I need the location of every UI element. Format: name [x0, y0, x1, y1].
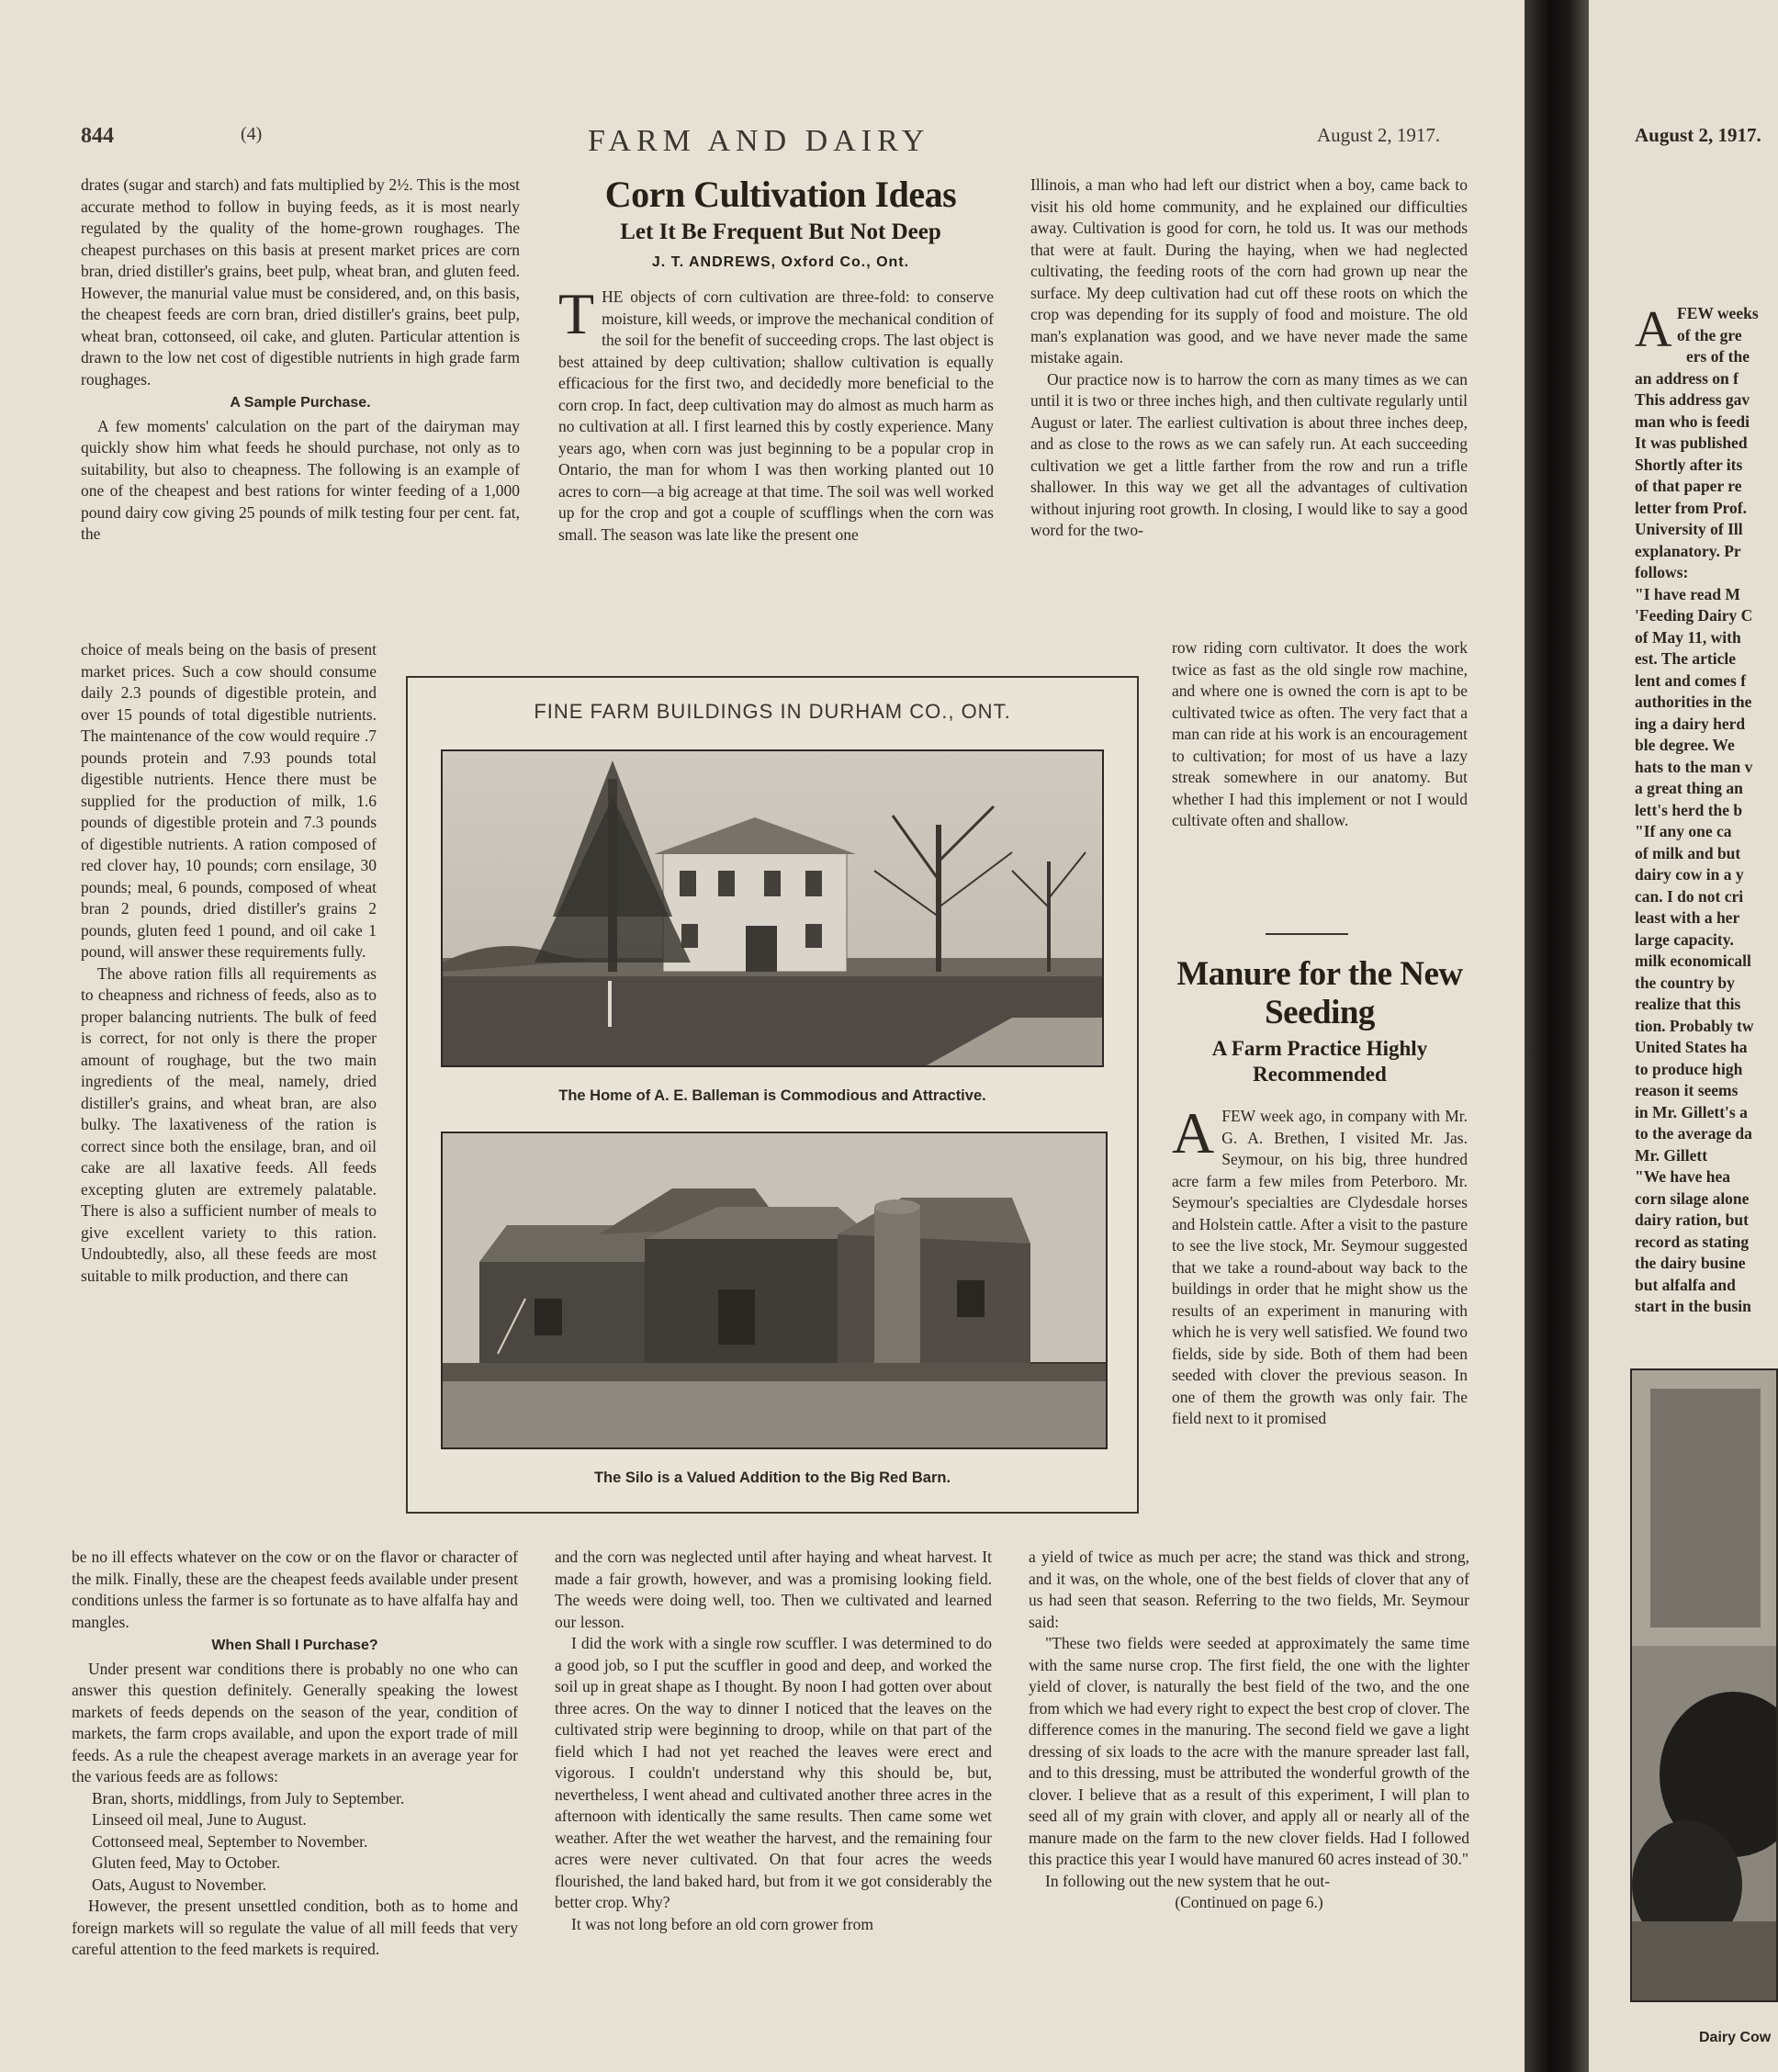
- text-line: authorities in the: [1635, 693, 1752, 711]
- article-title: Corn Cultivation Ideas: [604, 174, 957, 215]
- text-line: "We have hea: [1635, 1167, 1731, 1186]
- drop-cap: A: [1635, 301, 1672, 358]
- text-line: lett's herd the b: [1635, 800, 1743, 819]
- list-item: Gluten feed, May to October.: [92, 1853, 281, 1872]
- text-line: explanatory. Pr: [1635, 541, 1741, 560]
- text-line: in Mr. Gillett's a: [1635, 1102, 1748, 1121]
- paragraph: and the corn was neglected until after haying and wheat harvest. It made a fair growth, however, and was a promising looking field. The weeds were doing well, too. Then we cultivated and learned our lesson.: [555, 1548, 992, 1631]
- text-line: ble degree. We: [1635, 736, 1735, 754]
- subheading: When Shall I Purchase?: [211, 1638, 378, 1653]
- page-sub-number: (4): [241, 124, 263, 144]
- text-line: an address on f: [1635, 368, 1739, 388]
- column-1-bottom: [72, 1547, 518, 1961]
- text-line: "I have read M: [1635, 584, 1740, 603]
- paragraph: A few moments' calculation on the part of the dairyman may quickly show him what feeds he should purchase, not only as to suitability, but also to cheapness. The following is an example of one of the cheapest and best rations for winter feeding of a 1,000 pound dairy cow giving 25 pounds of milk testing four per cent. fat, the: [81, 416, 520, 543]
- page-number: 844: [81, 124, 114, 148]
- list-item: Oats, August to November.: [92, 1875, 267, 1894]
- photo-caption: Dairy Cow: [1699, 2030, 1772, 2045]
- column-3-bottom: [1029, 1547, 1469, 1914]
- continued-note: (Continued on page 6.): [1175, 1893, 1323, 1911]
- article-headline: [1159, 955, 1480, 1087]
- text-line: dairy cow in a y: [1635, 865, 1744, 884]
- paragraph: drates (sugar and starch) and fats multiplied by 2½. This is the most accurate method to follow in buying feeds, as it is most nearly regulated by the quality of the home-grown roughages. The cheapest purchases on this basis at present market prices are corn bran, dried distiller's grains, beet pulp, wheat bran, and gluten feed. However, the manurial value must be considered, and, on this basis, the cheapest feeds are corn bran, dried distiller's grains, beet pulp, wheat bran, cottonseed, oil cake, and gluten. Particular attention is drawn to the low net cost of digestible nutrients in high grade farm roughages.: [81, 175, 520, 388]
- paragraph: "These two fields were seeded at approximately the same time with the same nurse crop. The first field, the one with the lighter yield of clover, is naturally the best field of the two, and the one from which we had every right to expect the best crop of clover. The difference comes in the manuring. The second field we gave a light dressing of six loads to the acre with the manure spreader last fall, and to this dressing, must be attributed the wonderful growth of the clover. I believe that as a result of this experiment, I will plan to seed all of my grain with clover, and apply all or nearly all of the manure made on the farm to the new clover fields. Had I followed this practice this year I would have manured 60 acres instead of 30.": [1029, 1634, 1469, 1868]
- page2-column: [1635, 303, 1778, 1318]
- text-line: but alfalfa and: [1635, 1275, 1736, 1294]
- text-line: realize that this: [1635, 995, 1741, 1013]
- newspaper-page-right: [1589, 0, 1778, 2072]
- paragraph: However, the present unsettled condition, both as to home and foreign markets will so regulate the value of all mill feeds that very careful attention to the feed markets is required.: [72, 1897, 518, 1958]
- text-line: letter from Prof.: [1635, 498, 1747, 517]
- text-line: tion. Probably tw: [1635, 1016, 1754, 1035]
- text-line: United States ha: [1635, 1038, 1748, 1056]
- column-2-top: [558, 281, 994, 546]
- text-line: of that paper re: [1635, 477, 1742, 495]
- column-3-article2: [1172, 1100, 1468, 1430]
- photo-box-title: FINE FARM BUILDINGS IN DURHAM CO., ONT.: [534, 700, 1011, 723]
- drop-cap: A: [1172, 1100, 1215, 1166]
- text-line: the country by: [1635, 973, 1735, 992]
- text-line: "If any one ca: [1635, 822, 1732, 840]
- article-byline: J. T. ANDREWS, Oxford Co., Ont.: [651, 254, 910, 270]
- list-item: Cottonseed meal, September to November.: [92, 1831, 368, 1851]
- article-headline: [542, 173, 1019, 271]
- text-line: to the average da: [1635, 1124, 1752, 1143]
- text-line: a great thing an: [1635, 779, 1743, 797]
- section-divider: [1266, 933, 1348, 935]
- paragraph: be no ill effects whatever on the cow or on the flavor or character of the milk. Finally, these are the cheapest feeds available under present conditions unless the farmer is so fortunate as to have alfalfa hay and mangles.: [72, 1548, 518, 1631]
- text-line: the dairy busine: [1635, 1254, 1746, 1272]
- text-line: est. The article: [1635, 649, 1736, 668]
- page-binding-gutter: [1525, 0, 1589, 2072]
- paragraph: I did the work with a single row scuffler. I was determined to do a good job, so I put the scuffler in good and deep, and worked the soil up in great shape as I thought. By noon I had gotten over about three acres. On the way to dinner I noticed that the leaves on the cultivated strip were beginning to droop, while on that part of the field which I had not yet reached the leaves were erect and vigorous. I couldn't understand why this should be, but, nevertheless, I went ahead and cultivated another three acres in the afternoon with identically the same results. Then came some wet weather. After the wet weather the harvest, and the remaining four acres were never cultivated. On that four acres the weeds flourished, the land baked hard, but from it we got considerably the better crop. Why?: [555, 1634, 992, 1911]
- column-3-top: [1030, 175, 1468, 542]
- text-line: record as stating: [1635, 1232, 1750, 1251]
- paragraph: The above ration fills all requirements as to cheapness and richness of feeds, also as to proper balancing nutrients. The bulk of feed is correct, for not only is there the proper amount of roughage, but the two main ingredients of the meal, namely, dried distiller's grains, and wheat bran, are also bulky. The laxativeness of the ration is correct since both the ensilage, bran, and oil cake are all laxative feeds. All feeds excepting gluten are extremely palatable. There is also a sufficient number of meals to give excellent variety to this ration. Undoubtedly, also, all these feeds are most suitable to milk production, and there can: [81, 963, 377, 1285]
- text-line: Shortly after its: [1635, 455, 1743, 474]
- farmhouse-photo: [441, 749, 1104, 1067]
- column-3-narrow: [1172, 637, 1468, 832]
- column-1-top: [81, 175, 520, 546]
- text-line: University of Ill: [1635, 520, 1743, 538]
- text-line: Mr. Gillett: [1635, 1145, 1708, 1165]
- article-subtitle: A Farm Practice Highly Recommended: [1211, 1037, 1428, 1086]
- list-item: Bran, shorts, middlings, from July to September.: [92, 1788, 405, 1807]
- text-line: ers of the: [1686, 347, 1750, 366]
- paragraph: Our practice now is to harrow the corn as many times as we can until it is two or three inches high, and then cultivate regularly until August or later. The earliest cultivation is about three inches deep, and as close to the rows as we can safely run. At each succeeding cultivation we get a little farther from the row and run a trifle shallower. In this way we get all the advantages of cultivation without injuring root growth. In closing, I would like to say a good word for the two-: [1030, 369, 1468, 539]
- article-subtitle: Let It Be Frequent But Not Deep: [620, 220, 941, 244]
- text-line: hats to the man v: [1635, 757, 1753, 776]
- text-line: of milk and but: [1635, 843, 1741, 862]
- feed-market-list: [72, 1788, 518, 1897]
- text-line: of the gre: [1677, 325, 1742, 344]
- paragraph: choice of meals being on the basis of present market prices. Such a cow should consume daily 2.3 pounds of digestible protein, and over 15 pounds of total digestible nutrients. The maintenance of the cow would require .7 pounds protein and 7.93 pounds total digestible nutrients. Hence there must be supplied for the production of milk, 1.6 pounds of digestible protein and 7.3 pounds of digestible nutrients. A ration composed of red clover hay, 10 pounds; corn ensilage, 30 pounds; meal, 6 pounds, composed of wheat bran 2 pounds, dried distiller's grains 2 pounds, gluten feed 1 pound, and oil cake 1 pound, will answer these requirements fully.: [81, 640, 377, 961]
- barn-photo: [441, 1132, 1108, 1449]
- text-line: man who is feedi: [1635, 411, 1750, 431]
- paragraph: a yield of twice as much per acre; the stand was thick and strong, and it was, on the whole, one of the best fields of clover that any of us had seen that season. Referring to the two fields, Mr. Seymour said:: [1029, 1548, 1469, 1631]
- masthead: FARM AND DAIRY: [588, 124, 930, 158]
- subheading: A Sample Purchase.: [230, 395, 371, 411]
- paragraph: In following out the new system that he out-: [1045, 1871, 1331, 1890]
- text-line: large capacity.: [1635, 929, 1734, 949]
- photo-box: [406, 676, 1139, 1514]
- column-2-bottom: [555, 1547, 992, 1935]
- text-line: This address gav: [1635, 390, 1750, 409]
- text-line: least with a her: [1635, 908, 1740, 927]
- dairy-cow-photo: [1630, 1368, 1778, 2002]
- article-title: Manure for the New Seeding: [1176, 955, 1463, 1031]
- text-line: can. I do not cri: [1635, 886, 1744, 906]
- text-line: FEW weeks: [1677, 304, 1759, 322]
- text-line: to produce high: [1635, 1059, 1743, 1078]
- photo-caption: The Silo is a Valued Addition to the Big Red Barn.: [593, 1470, 951, 1486]
- column-1-narrow: [81, 639, 377, 1287]
- text-line: reason it seems: [1635, 1081, 1739, 1099]
- paragraph: AFEW week ago, in company with Mr. G. A. Brethen, I visited Mr. Jas. Seymour, on his big, three hundred acre farm a few miles from Peterboro. Mr. Seymour's specialties are Clydesdale horses and Holstein cattle. After a visit to the pasture to see the live stock, Mr. Seymour suggested that we take a round-about way back to the buildings in order that he might show us the results of an experiment in manuring with which he is very well satisfied. We found two fields, side by side. Both of them had been seeded with clover the previous season. In one of them the growth was only fair. The field next to it promised: [1172, 1100, 1468, 1427]
- list-item: Linseed oil meal, June to August.: [92, 1810, 307, 1829]
- text-line: ing a dairy herd: [1635, 714, 1746, 733]
- text-line: It was published: [1635, 434, 1748, 452]
- paragraph: Illinois, a man who had left our district when a boy, came back to visit his old home community, and he explained our difficulties away. Cultivation is good for corn, he told us. It was our methods that were at fault. During the haying, when we had neglected cultivating, the feeding roots of the corn had grown up near the surface. My deep cultivation had cut off these roots on which the crop was depending for its supply of food and moisture. The old man's explanation was good, and we have never made the same mistake again.: [1030, 175, 1468, 366]
- text-line: milk economicall: [1635, 952, 1751, 970]
- paragraph: THE objects of corn cultivation are three-fold: to conserve moisture, kill weeds, or improve the mechanical condition of the soil for the benefit of succeeding crops. The last object is best attained by deep cultivation; shallow cultivation is equally efficacious for the first two, and decidedly more beneficial to the corn crop. In fact, deep cultivation may do almost as much harm as no cultivation at all. I first learned this by costly experience. Many years ago, when corn was just beginning to be a popular crop in Ontario, the man for whom I was then working planted out 10 acres to corn—a big acreage at that time. The soil was well worked up for the crop and got a couple of scufflings when the corn was small. The season was late like the present one: [558, 281, 994, 544]
- text-line: start in the busin: [1635, 1297, 1751, 1315]
- paragraph: row riding corn cultivator. It does the work twice as fast as the old single row machine, and where one is owned the corn is apt to be cultivated twice as often. The very fact that a man can ride at his work is an encouragement to cultivation; for most of us have a lazy streak somewhere in our anatomy. But whether I had this implement or not I would cultivate often and shallow.: [1172, 638, 1468, 829]
- text-line: dairy ration, but: [1635, 1211, 1749, 1229]
- text-line: follows:: [1635, 563, 1689, 581]
- issue-date: August 2, 1917.: [1317, 124, 1441, 146]
- text-line: lent and comes f: [1635, 670, 1747, 690]
- page2-text-lines: [1635, 303, 1778, 1318]
- text-line: 'Feeding Dairy C: [1635, 606, 1753, 625]
- photo-caption: The Home of A. E. Balleman is Commodious and Attractive.: [558, 1087, 986, 1104]
- paragraph: Under present war conditions there is probably no one who can answer this question definitely. Generally speaking the lowest markets of feeds depends on the season of the year, condition of markets, the farm crops available, and upon the export trade of mill feeds. As a rule the cheapest average markets in an average year for the various feeds are as follows:: [72, 1659, 518, 1785]
- paragraph: It was not long before an old corn grower from: [571, 1914, 873, 1933]
- issue-date: August 2, 1917.: [1635, 124, 1761, 146]
- drop-cap: T: [558, 281, 595, 346]
- text-line: corn silage alone: [1635, 1188, 1750, 1208]
- text-line: of May 11, with: [1635, 627, 1741, 647]
